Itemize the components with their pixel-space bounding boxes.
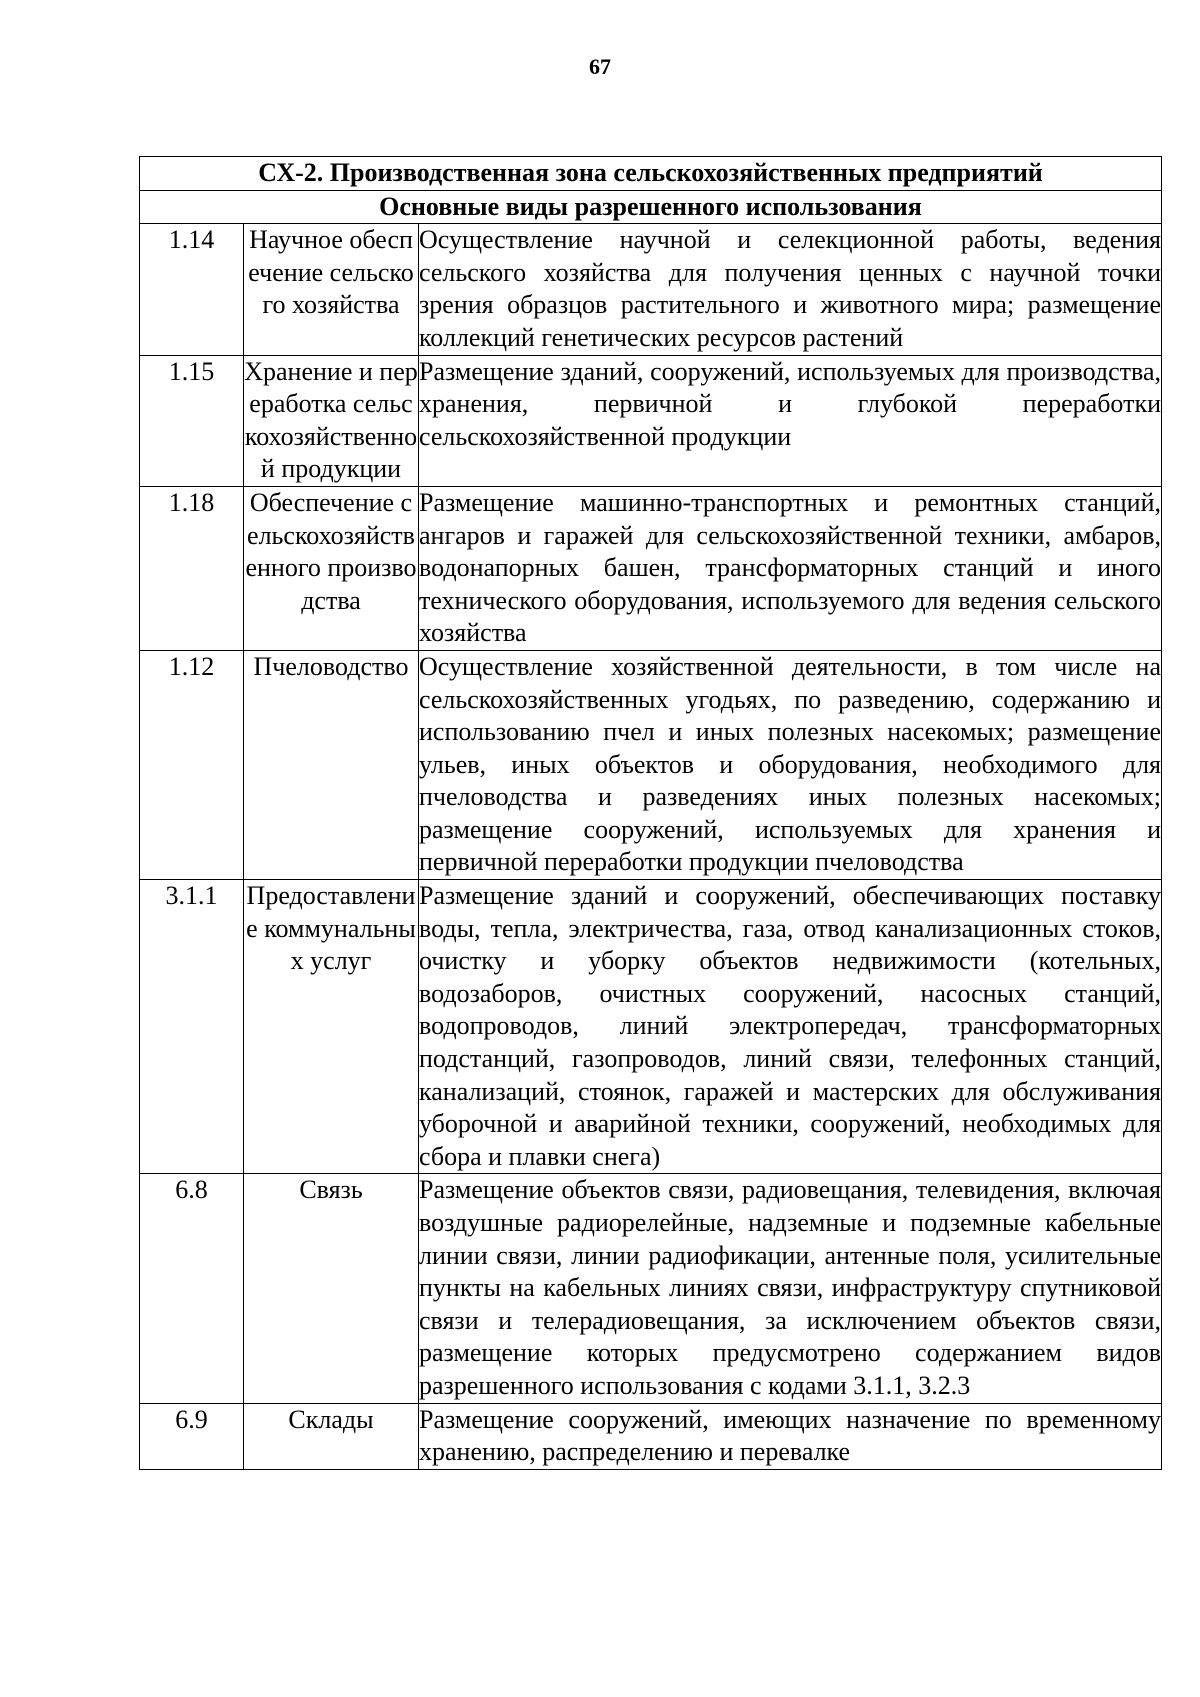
row-description-text: Размещение сооружений, имеющих назначение по временному хранению, распределению и перевалке — [419, 1404, 1162, 1467]
row-description: Размещение машинно-транспортных и ремонтных станций, ангаров и гаражей для сельскохозяйственной техники, амбаров, водонапорных башен, трансформаторных станций и иного технического оборудования, используемого для ведения сельского хозяйства — [419, 486, 1162, 650]
row-code: 1.14 — [140, 224, 244, 355]
page-number: 67 — [589, 54, 611, 79]
row-name: Связь — [244, 1174, 419, 1403]
row-code: 6.9 — [140, 1403, 244, 1469]
row-code: 1.12 — [140, 650, 244, 879]
zone-table — [139, 156, 1162, 1470]
table-row — [140, 880, 1162, 1174]
row-description: Размещение зданий, сооружений, используемых для производства, хранения, первичной и глубокой переработки сельскохозяйственной продукции — [419, 355, 1162, 486]
row-name: Хранение и переработка сельскохозяйственной продукции — [244, 355, 419, 486]
table-row — [140, 224, 1162, 355]
table-row — [140, 355, 1162, 486]
table-row — [140, 1403, 1162, 1469]
row-name: Склады — [244, 1403, 419, 1469]
table-subtitle-row — [140, 190, 1162, 224]
table-row — [140, 1174, 1162, 1403]
table-row — [140, 486, 1162, 650]
row-name: Пчеловодство — [244, 650, 419, 879]
row-code: 1.15 — [140, 355, 244, 486]
row-code: 1.18 — [140, 486, 244, 650]
row-description: Осуществление хозяйственной деятельности, в том числе на сельскохозяйственных угодьях, по разведению, содержанию и использованию пчел и иных полезных насекомых; размещение ульев, иных объектов и оборудования, необходимого для пчеловодства и разведениях иных полезных насекомых; размещение сооружений, используемых для хранения и первичной переработки продукции пчеловодства — [419, 650, 1162, 879]
row-description — [419, 1403, 1162, 1469]
table-title: СХ-2. Производственная зона сельскохозяйственных предприятий — [140, 157, 1162, 191]
row-code: 3.1.1 — [140, 880, 244, 1174]
row-description: Размещение зданий и сооружений, обеспечивающих поставку воды, тепла, электричества, газа, отвод канализационных стоков, очистку и уборку объектов недвижимости (котельных, водозаборов, очистных сооружений, насосных станций, водопроводов, линий электропередач, трансформаторных подстанций, газопроводов, линий связи, телефонных станций, канализаций, стоянок, гаражей и мастерских для обслуживания уборочной и аварийной техники, сооружений, необходимых для сбора и плавки снега) — [419, 880, 1162, 1174]
row-name: Предоставление коммунальных услуг — [244, 880, 419, 1174]
table-subtitle: Основные виды разрешенного использования — [140, 190, 1162, 224]
table-title-row — [140, 157, 1162, 191]
row-description: Размещение объектов связи, радиовещания, телевидения, включая воздушные радиорелейные, надземные и подземные кабельные линии связи, линии радиофикации, антенные поля, усилительные пункты на кабельных линиях связи, инфраструктуру спутниковой связи и телерадиовещания, за исключением объектов связи, размещение которых предусмотрено содержанием видов разрешенного использования с кодами 3.1.1, 3.2.3 — [419, 1174, 1162, 1403]
row-code: 6.8 — [140, 1174, 244, 1403]
table-row — [140, 650, 1162, 879]
row-name: Обеспечение сельскохозяйственного производства — [244, 486, 419, 650]
row-description: Осуществление научной и селекционной работы, ведения сельского хозяйства для получения ценных с научной точки зрения образцов растительного и животного мира; размещение коллекций генетических ресурсов растений — [419, 224, 1162, 355]
row-name: Научное обеспечение сельского хозяйства — [244, 224, 419, 355]
